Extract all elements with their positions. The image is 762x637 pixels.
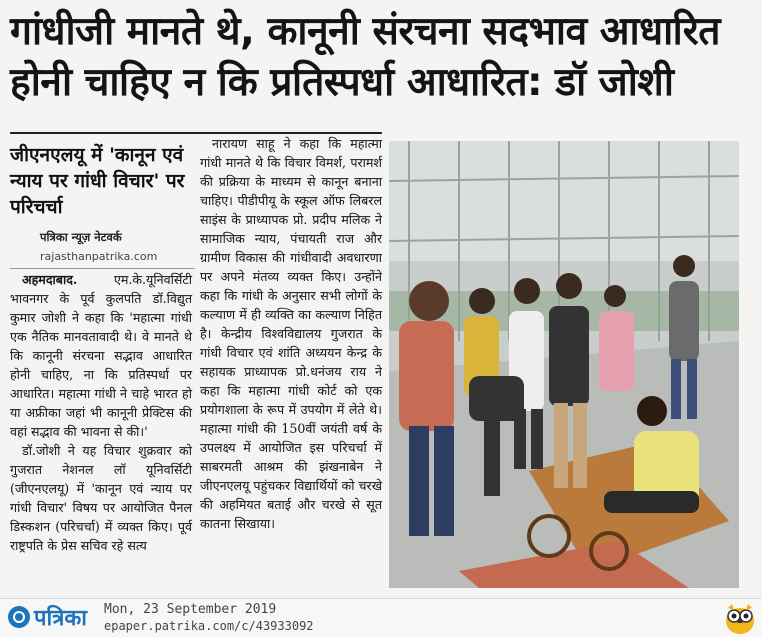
- patrika-logo-text: पत्रिका: [34, 606, 87, 631]
- patrika-logo-icon: [8, 606, 30, 628]
- headline-line-1: गांधीजी मानते थे, कानूनी संरचना सदभाव आधारित: [10, 9, 720, 54]
- footer-bar: [0, 598, 762, 637]
- epaper-url[interactable]: epaper.patrika.com/c/43933092: [104, 619, 314, 633]
- byline-website: rajasthanpatrika.com: [40, 250, 158, 263]
- dateline: अहमदाबाद.: [22, 272, 78, 287]
- owl-icon: [724, 602, 756, 635]
- headline: [10, 6, 755, 108]
- article-paragraph: [10, 270, 192, 441]
- article-column-1: [10, 270, 192, 555]
- article-paragraph: डॉ.जोशी ने यह विचार शुक्रवार को गुजरात नेशनल लॉ यूनिवर्सिटी (जीएनएलयू) में 'कानून एवं न्याय पर गांधी विचार' विषय पर आयोजित पैनल डिस्कशन (परिचर्चा) में व्यक्त किए। पूर्व राष्ट्रपति के प्रेस सचिव रहे सत्य: [10, 443, 192, 553]
- byline-agency: पत्रिका न्यूज़ नेटवर्क: [40, 230, 122, 244]
- event-photo-illustration: [389, 141, 739, 588]
- article-column-2: [200, 134, 382, 533]
- edition-date: Mon, 23 September 2019: [104, 602, 277, 617]
- event-photo: [389, 141, 739, 588]
- paragraph-text: एम.के.यूनिवर्सिटी भावनगर के पूर्व कुलपति डॉ.विद्युत कुमार जोशी ने कहा कि 'महात्मा गांधी एक नैतिक मानवतावादी थे। वे मानते थे कि कानूनी संरचना सद्भाव आधारित होनी चाहिए, ना कि प्रतिस्पर्धा पर आधारित। महात्मा गांधी ने चाहे भारत हो या अफ्रीका जहां भी कानूनी प्रेक्टिस की वहां सद्भाव की भावना से की।': [10, 272, 192, 439]
- subheadline: जीएनएलयू में 'कानून एवं न्याय पर गांधी विचार' पर परिचर्चा: [10, 144, 185, 218]
- article-paragraph: नारायण साहू ने कहा कि महात्मा गांधी मानते थे कि विचार विमर्श, परामर्श की प्रक्रिया के माध्यम से कानून बनाना चाहिए। पीडीपीयू के स्कूल ऑफ लिबरल साइंस के प्राध्यापक प्रो. प्रदीप मलिक ने सामाजिक न्याय, पंचायती राज और ग्रामीण विकास की गांधीवादी अवधारणा पर अपने मंतव्य व्यक्त किए। उन्होंने कहा कि गांधी के अनुसार सभी लोगों के कल्याण में ही व्यक्ति का कल्याण निहित है। केन्द्रीय विश्वविद्यालय गुजरात के गांधी विचार एवं शांति अध्ययन केन्द्र के सहायक प्राध्यापक प्रो.धनंजय राय ने कहा कि महात्मा गांधी कोर्ट को एक प्रयोगशाला के रूप में उपयोग में लेते थे। महात्मा गांधी की 150वीं जयंती वर्ष के उपलक्ष्य में आयोजित इस परिचर्चा में साबरमती आश्रम की झंखनाबेन ने जीएनएलयू पहुंचकर विद्यार्थियों को चरखे की अहमियत बताई और चरखे से सूत कातना सिखाया।: [200, 136, 382, 531]
- byline-divider: [10, 268, 195, 269]
- headline-line-2: होनी चाहिए न कि प्रतिस्पर्धा आधारित: डॉ जोशी: [10, 60, 674, 105]
